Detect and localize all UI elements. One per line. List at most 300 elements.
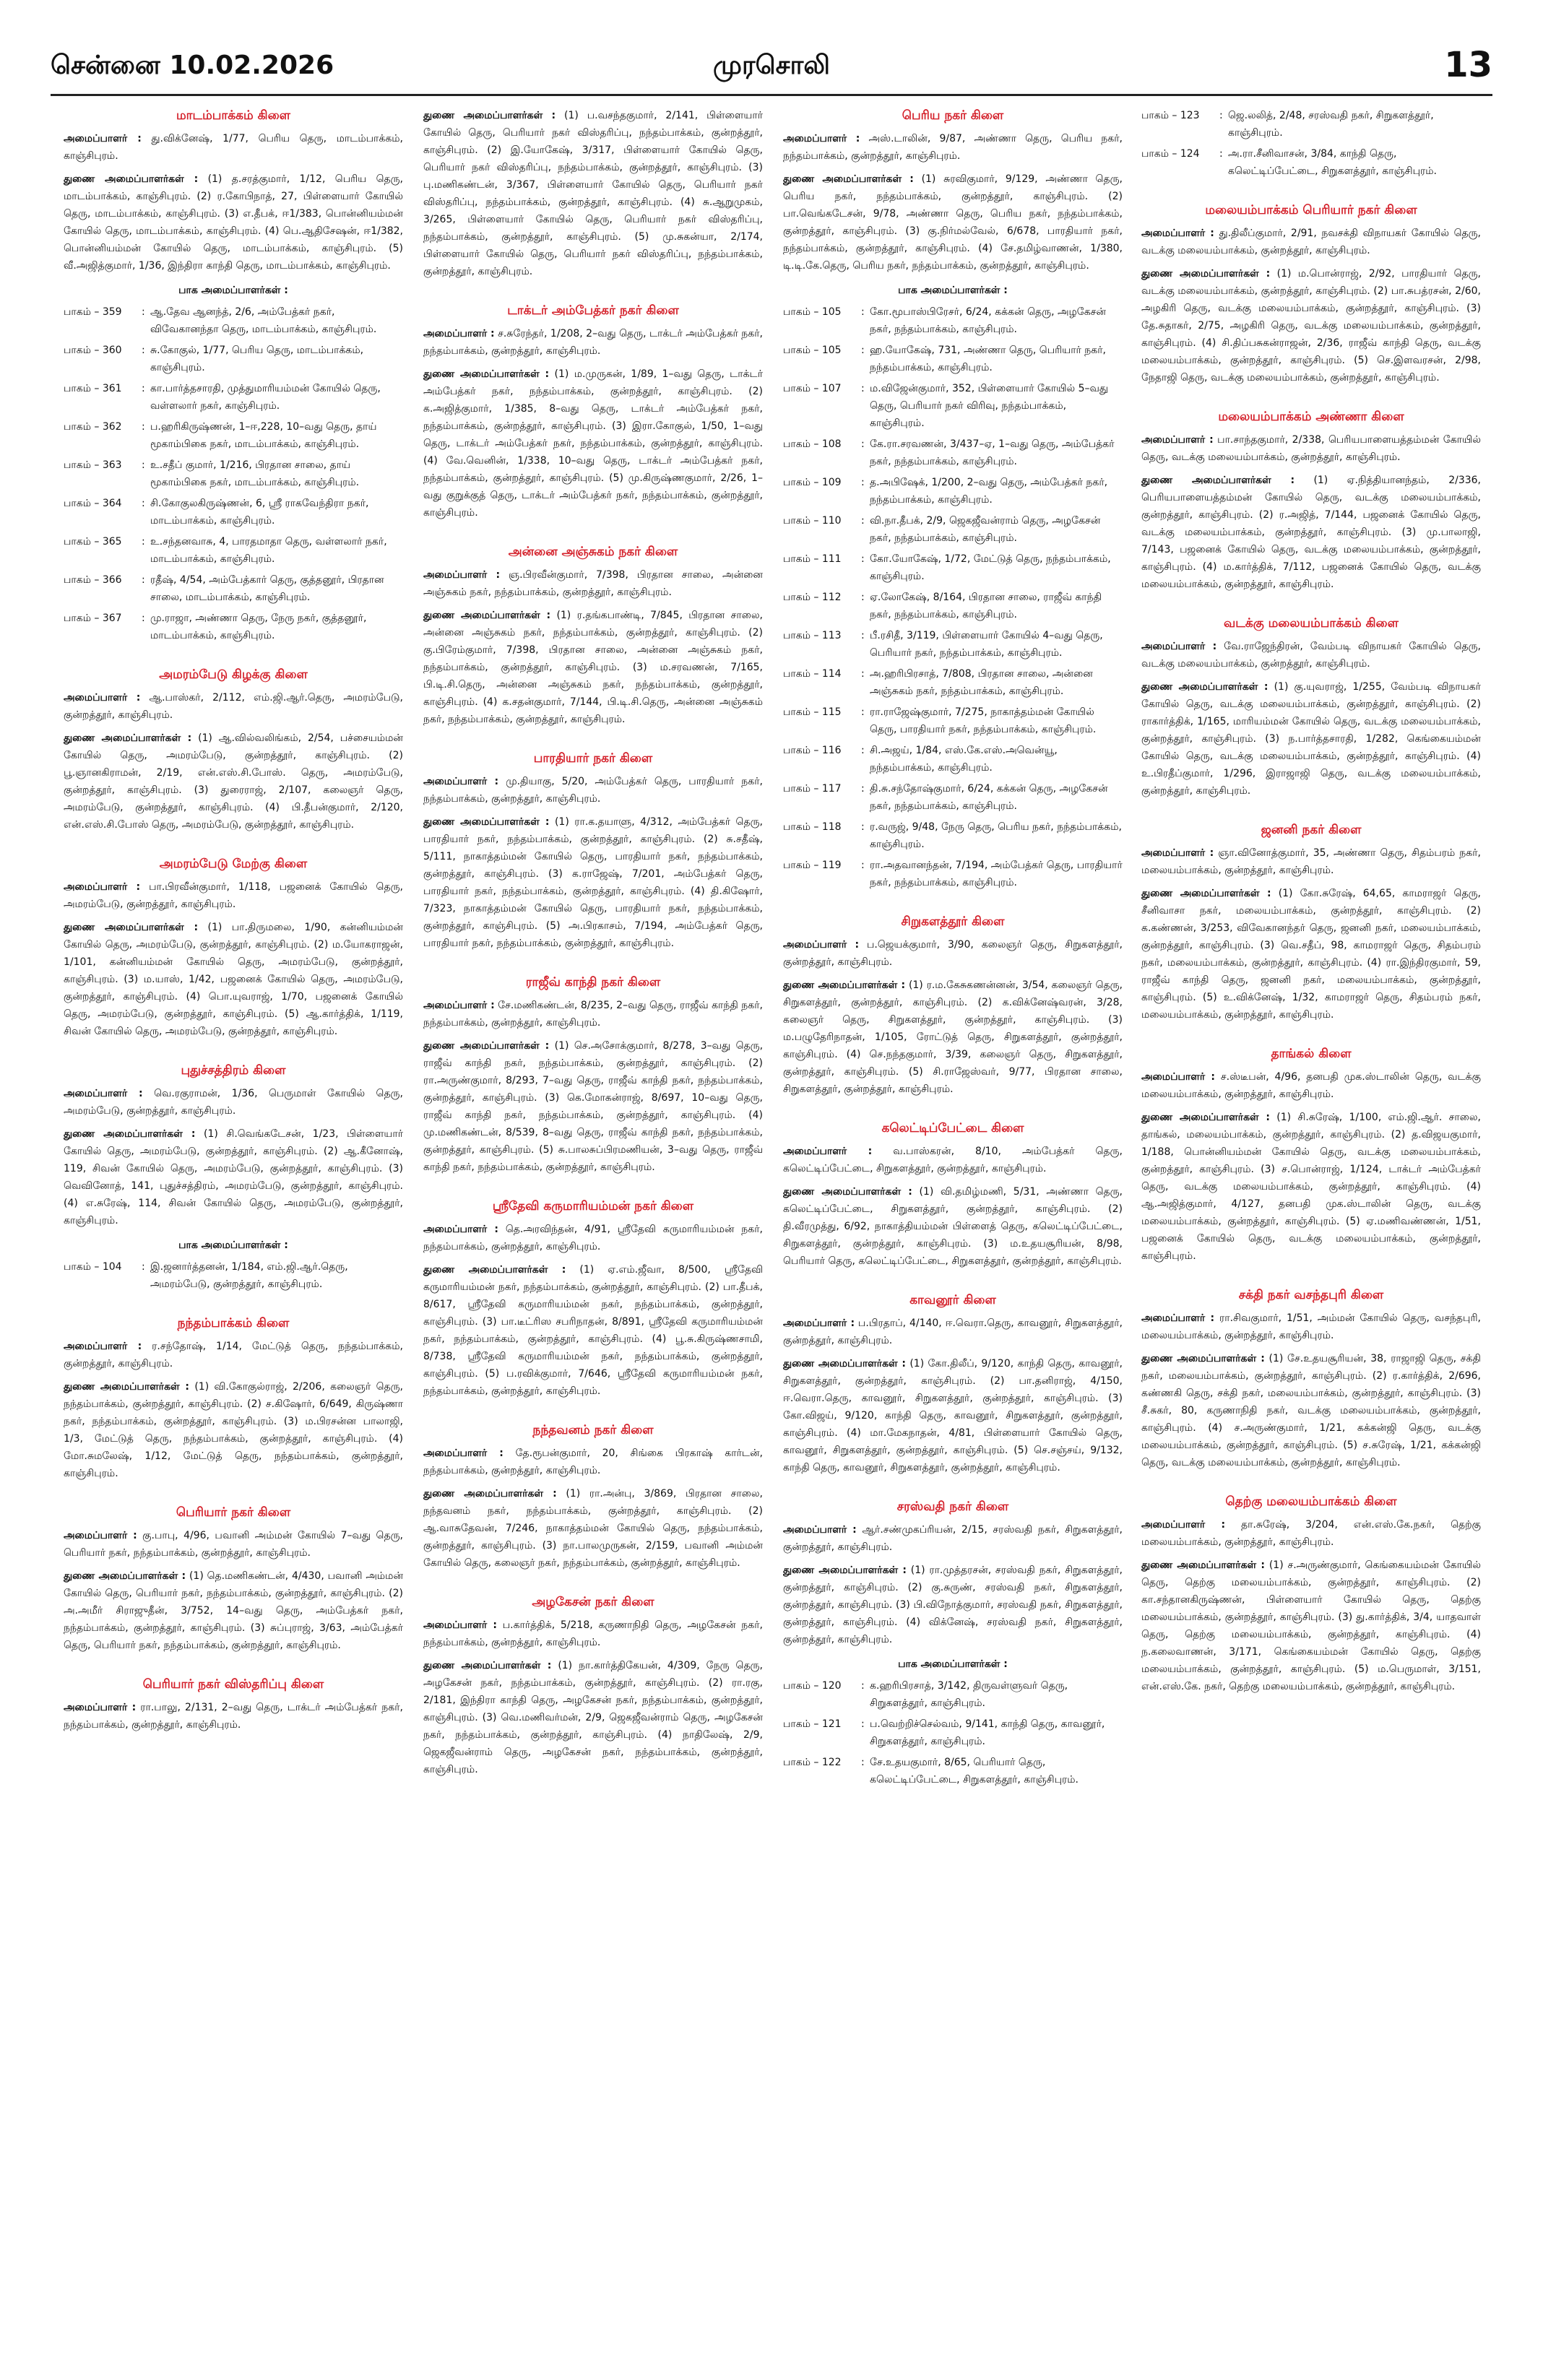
field-value: வ.பாஸ்கரன், 8/10, அம்பேத்கர் தெரு, கலெட்டிப்பேட்டை, சிறுகளத்தூர், குன்றத்தூர், காஞ்சிபுரம். [783,1146,1123,1174]
field-label: துணை அமைப்பாளர்கள் : [783,1186,912,1198]
bagam-member: கே.ரா.சரவணன், 3/437–ஏ, 1–வது தெரு, அம்பேத்கர் நகர், நந்தம்பாக்கம், காஞ்சிபுரம். [870,438,1115,467]
branch-section [1141,615,1481,800]
bagam-member: ஏ.லோகேஷ், 8/164, பிரதான சாலை, ராஜீவ் காந்தி நகர், நந்தம்பாக்கம், காஞ்சிபுரம். [870,592,1102,620]
organizer-paragraph [64,130,403,165]
branch-title: அமரம்பேடு மேற்கு கிளை [159,857,308,871]
field-label: அமைப்பாளர் : [1141,641,1217,652]
branch-title: அழகேசன் நகர் கிளை [532,1595,654,1609]
field-value: (1) ஏ.எம்.ஜீவா, 8/500, ஸ்ரீதேவி கருமாரியம்மன் நகர், நந்தம்பாக்கம், குன்றத்தூர், காஞ்சிபுரம். (2) பா.தீபக், 8/617, ஸ்ரீதேவி கருமாரியம்மன் நகர், நந்தம்பாக்கம், குன்றத்தூர், காஞ்சிபுரம். (3) பா.டீட்ரிஸ சபரிநாதன், 8/891, ஸ்ரீதேவி கருமாரியம்மன் நகர், நந்தம்பாக்கம், குன்றத்தூர், காஞ்சிபுரம். (4) பூ.சு.கிருஷ்ணசாமி, 8/738, ஸ்ரீதேவி கருமாரியம்மன் நகர், நந்தம்பாக்கம், குன்றத்தூர், காஞ்சிபுரம். (5) ப.ரவிக்குமார், 7/646, ஸ்ரீதேவி கருமாரியம்மன் நகர், நந்தம்பாக்கம், குன்றத்தூர், காஞ்சிபுரம். [423,1264,763,1397]
bagam-member: ரா.ராஜேஷ்குமார், 7/275, நாகாத்தம்மன் கோயில் தெரு, பாரதியார் நகர், நந்தம்பாக்கம், காஞ்சிபுரம். [870,706,1097,735]
bagam-row [64,495,403,529]
branch-section [64,107,403,644]
deputy-organizers-paragraph [64,730,403,834]
branch-title: தாங்கல் கிளை [1271,1047,1352,1061]
branch-title: கலெட்டிப்பேட்டை கிளை [881,1121,1024,1135]
bagam-row [783,665,1123,700]
bagam-member: ப.ஹரிகிருஷ்ணன், 1–ஈ,228, 10–வது தெரு, தாய் மூகாம்பிகை நகர், மாடம்பாக்கம், காஞ்சிபுரம். [150,421,377,450]
deputy-organizers-paragraph [1141,885,1481,1024]
organizer-paragraph [783,1315,1123,1349]
page-header [51,45,1492,88]
organizer-paragraph [423,1617,763,1651]
bagam-row [1141,145,1481,180]
bagam-member: ஹ.யோகேஷ், 731, அண்ணா தெரு, பெரியார் நகர், நந்தம்பாக்கம், காஞ்சிபுரம். [870,345,1106,373]
bagam-row [783,342,1123,376]
organizer-paragraph [64,878,403,913]
field-label: அமைப்பாளர் : [1141,1312,1215,1324]
field-label: அமைப்பாளர் : [783,133,860,144]
field-label: அமைப்பாளர் : [64,133,142,144]
organizer-paragraph [64,1085,403,1120]
field-value: (1) ஆ.வில்வலிங்கம், 2/54, பச்சையம்மன் கோயில் தெரு, அமரம்பேடு, குன்றத்தூர், காஞ்சிபுரம். (2) பூ.ஞானகிராமன், 2/19, என்.எஸ்.சி.போஸ். தெரு, அமரம்பேடு, குன்றத்தூர், காஞ்சிபுரம். (3) துரைராஜ், 2/107, கலைஞர் தெரு, அமரம்பேடு, குன்றத்தூர், காஞ்சிபுரம். (4) பி.தீபன்குமார், 2/120, என்.எஸ்.சி.போஸ் தெரு, அமரம்பேடு, குன்றத்தூர், காஞ்சிபுரம். [64,732,403,831]
field-label: துணை அமைப்பாளர்கள் : [783,1565,907,1576]
deputy-organizers-paragraph [423,1037,763,1176]
branch-title: மலையம்பாக்கம் அண்ணா கிளை [1218,410,1404,424]
bagam-number: பாகம் – 112 [783,592,842,603]
branch-title: பாரதியார் நகர் கிளை [533,751,653,766]
field-label: துணை அமைப்பாளர்கள் : [64,173,199,185]
bagam-row [783,1754,1123,1788]
field-value: (1) கோ.சுரேஷ், 64,65, காமராஜர் தெரு, சீனிவாசா நகர், மலையம்பாக்கம், குன்றத்தூர், காஞ்சிபுரம். (2) க.கண்ணன், 3/253, விவேகானந்தர் தெரு, ஜனனி நகர், மலையம்பாக்கம், குன்றத்தூர், காஞ்சிபுரம். (3) வெ.சதீப், 98, காமராஜர் தெரு, சிதம்பரம் நகர், மலையம்பாக்கம், குன்றத்தூர், காஞ்சிபுரம். (4) ரா.இந்திரகுமார், 59, ராஜீவ் காந்தி தெரு, ஜனனி நகர், மலையம்பாக்கம், குன்றத்தூர், காஞ்சிபுரம். (5) உ.விக்னேஷ், 1/32, காமராஜர் தெரு, சிதம்பரம் நகர், மலையம்பாக்கம், குன்றத்தூர், காஞ்சிபுரம். [1141,888,1481,1021]
field-label: துணை அமைப்பாளர்கள் : [423,816,550,828]
field-value: (1) நா.கார்த்திகேயன், 4/309, நேரு தெரு, அழகேசன் நகர், நந்தம்பாக்கம், குன்றத்தூர், காஞ்சிபுரம். (2) ரா.ரகு, 2/181, இந்திரா காந்தி தெரு, அழகேசன் நகர், நந்தம்பாக்கம், குன்றத்தூர், காஞ்சிபுரம். (3) வெ.மணிவர்மன், 2/9, ஜெகஜீவன்ராம் தெரு, அழகேசன் நகர், நந்தம்பாக்கம், குன்றத்தூர், காஞ்சிபுரம். (4) நாதிலேஷ், 2/9, ஜெகஜீவன்ராம் தெரு, அழகேசன் நகர், நந்தம்பாக்கம், குன்றத்தூர், காஞ்சிபுரம். [423,1660,763,1775]
branch-title: ராஜீவ் காந்தி நகர் கிளை [525,975,661,990]
bagam-number: பாகம் – 122 [783,1757,842,1768]
field-value: ரா.பாலு, 2/131, 2–வது தெரு, டாக்டர் அம்பேத்கர் நகர், நந்தம்பாக்கம், குன்றத்தூர், காஞ்சிபுரம். [64,1702,403,1731]
field-value: தா.சுரேஷ், 3/204, என்.எஸ்.கே.நகர், தெற்கு மலையம்பாக்கம், குன்றத்தூர், காஞ்சிபுரம். [1141,1519,1481,1548]
field-label: துணை அமைப்பாளர்கள் : [1141,681,1268,693]
field-label: துணை அமைப்பாளர்கள் : [1141,268,1271,280]
field-value: (1) செ.அசோக்குமார், 8/278, 3–வது தெரு, ராஜீவ் காந்தி நகர், நந்தம்பாக்கம், குன்றத்தூர், காஞ்சிபுரம். (2) ரா.அருண்குமார், 8/293, 7–வது தெரு, ராஜீவ் காந்தி நகர், நந்தம்பாக்கம், குன்றத்தூர், காஞ்சிபுரம். (3) கெ.மோகன்ராஜ், 8/697, 10–வது தெரு, ராஜீவ் காந்தி நகர், நந்தம்பாக்கம், குன்றத்தூர், காஞ்சிபுரம். (4) மு.மணிகண்டன், 8/539, 8–வது தெரு, ராஜீவ் காந்தி நகர், நந்தம்பாக்கம், குன்றத்தூர், காஞ்சிபுரம். (5) சு.பாலசுப்பிரமணியன், 3–வது தெரு, ராஜீவ் காந்தி நகர், நந்தம்பாக்கம், குன்றத்தூர், காஞ்சிபுரம். [423,1040,763,1173]
bagam-number: பாகம் – 118 [783,821,842,833]
field-value: (1) கு.யுவராஜ், 1/255, வேம்படி விநாயகர் கோயில் தெரு, வடக்கு மலையம்பாக்கம், குன்றத்தூர், காஞ்சிபுரம். (2) ராகார்த்திக், 1/165, மாரியம்மன் கோயில் தெரு, வடக்கு மலையம்பாக்கம், குன்றத்தூர், காஞ்சிபுரம். (3) ந.பார்த்தசாரதி, 1/282, கெங்கையம்மன் கோயில் தெரு, வடக்கு மலையம்பாக்கம், குன்றத்தூர், காஞ்சிபுரம். (4) உ.பிரதீப்குமார், 1/296, இராஜாஜி தெரு, வடக்கு மலையம்பாக்கம், குன்றத்தூர், காஞ்சிபுரம். [1141,681,1481,797]
field-label: துணை அமைப்பாளர்கள் : [423,110,556,121]
bagam-colon: : [861,592,865,603]
organizer-paragraph [423,566,763,601]
bagam-row [64,571,403,606]
bagam-member: ஜெ.லலித், 2/48, சரஸ்வதி நகர், சிறுகளத்தூர், காஞ்சிபுரம். [1228,110,1434,139]
bagam-number: பாகம் – 110 [783,515,842,527]
branch-section [783,1498,1123,1788]
field-value: வே.ராஜேந்திரன், வேம்படி விநாயகர் கோயில் தெரு, வடக்கு மலையம்பாக்கம், குன்றத்தூர், காஞ்சிபுரம். [1141,641,1481,670]
branch-section [1141,202,1481,386]
branch-section [1141,107,1481,180]
bagam-member: தி.சு.சந்தோஷ்குமார், 6/24, கக்கன் தெரு, அழகேசன் நகர், நந்தம்பாக்கம், காஞ்சிபுரம். [870,783,1108,812]
bagam-colon: : [142,536,145,548]
field-label: அமைப்பாளர் : [783,1524,857,1536]
field-label: துணை அமைப்பாளர்கள் : [1141,1353,1265,1364]
continued-paragraph [423,107,763,280]
bagam-colon: : [861,860,865,871]
field-value: (1) ஏ.நித்தியானந்தம், 2/336, பெரியபாளையத்தம்மன் கோயில் தெரு, வடக்கு மலையம்பாக்கம், குன்றத்தூர், காஞ்சிபுரம். (2) ர.அஜித், 7/144, பஜனைக் கோயில் தெரு, வடக்கு மலையம்பாக்கம், குன்றத்தூர், காஞ்சிபுரம். (3) மு.பாலாஜி, 7/143, பஜனைக் கோயில் தெரு, வடக்கு மலையம்பாக்கம், குன்றத்தூர், காஞ்சிபுரம். (4) ம.கார்த்திக், 7/112, பஜனைக் கோயில் தெரு, வடக்கு மலையம்பாக்கம், குன்றத்தூர், காஞ்சிபுரம். [1141,475,1481,590]
bagam-number: பாகம் – 124 [1141,148,1200,160]
bagam-row [1141,107,1481,142]
bagam-colon: : [861,553,865,565]
deputy-organizers-paragraph [64,1125,403,1229]
field-value: (1) வி.தமிழ்மணி, 5/31, அண்ணா தெரு, கலெட்டிப்பேட்டை, சிறுகளத்தூர், குன்றத்தூர், காஞ்சிபுரம். (2) தி.வீரமுத்து, 6/92, நாகாத்தியம்மன் பிள்ளைத் தெரு, கலெட்டிப்பேட்டை, சிறுகளத்தூர், குன்றத்தூர், காஞ்சிபுரம். (3) ம.உதயசூரியன், 8/98, பெரியார் தெரு, கலெட்டிப்பேட்டை, சிறுகளத்தூர், குன்றத்தூர், காஞ்சிபுரம். [783,1186,1123,1267]
bagam-row [783,1715,1123,1750]
bagam-number: பாகம் – 123 [1141,110,1200,121]
bagam-member: கா.பார்த்தசாரதி, முத்துமாரியம்மன் கோயில் தெரு, வள்ளலார் நகர், காஞ்சிபுரம். [150,383,381,412]
field-value: ஆர்.சண்முகப்ரியன், 2/15, சரஸ்வதி நகர், சிறுகளத்தூர், குன்றத்தூர், காஞ்சிபுரம். [783,1524,1123,1553]
bagam-row [783,550,1123,585]
bagam-member: சே.உதயகுமார், 8/65, பெரியார் தெரு, கலெட்டிப்பேட்டை, சிறுகளத்தூர், காஞ்சிபுரம். [870,1757,1079,1786]
organizer-paragraph [1141,638,1481,672]
deputy-organizers-paragraph [783,1183,1123,1270]
branch-section [783,913,1123,1098]
branch-section [783,107,1123,891]
branch-title: பெரியார் நகர் கிளை [176,1505,291,1520]
branch-section [64,1315,403,1482]
bagam-row [64,342,403,376]
bagam-row [783,589,1123,623]
field-label: துணை அமைப்பாளர்கள் : [423,1040,550,1052]
field-value: (1) ரா.க.தயாளு, 4/312, அம்பேத்கர் தெரு, பாரதியார் நகர், நந்தம்பாக்கம், குன்றத்தூர், காஞ்சிபுரம். (2) சு.சதீஷ், 5/111, நாகாத்தம்மன் கோயில் தெரு, பாரதியார் நகர், நந்தம்பாக்கம், குன்றத்தூர், காஞ்சிபுரம். (3) க.ராஜேஷ், 7/201, அம்பேத்கர் தெரு, பாரதியார் நகர், நந்தம்பாக்கம், குன்றத்தூர், காஞ்சிபுரம். (4) தி.கிஷோர், 7/323, நாகாத்தம்மன் கோயில் தெரு, பாரதியார் நகர், நந்தம்பாக்கம், குன்றத்தூர், காஞ்சிபுரம். (5) அ.பிரகாசம், 7/194, அம்பேத்கர் தெரு, பாரதியார் நகர், நந்தம்பாக்கம், குன்றத்தூர், காஞ்சிபுரம். [423,816,763,949]
branch-section [1141,1493,1481,1695]
bagam-number: பாகம் – 367 [64,613,122,624]
field-label: துணை அமைப்பாளர்கள் : [1141,888,1271,899]
bagam-member: கோ.யோகேஷ், 1/72, மேட்டுத் தெரு, நந்தம்பாக்கம், காஞ்சிபுரம். [870,553,1111,582]
bagam-member: கோ.மூபாஸ்பிரேசர், 6/24, கக்கன் தெரு, அழகேசன் நகர், நந்தம்பாக்கம், காஞ்சிபுரம். [870,306,1107,335]
bagam-row [783,512,1123,547]
bagam-number: பாகம் – 119 [783,860,842,871]
deputy-organizers-paragraph [423,1485,763,1572]
bagam-member: ப.வெற்றிச்செல்வம், 9/141, காந்தி தெரு, காவனூர், சிறுகளத்தூர், காஞ்சிபுரம். [870,1718,1105,1747]
column-3 [783,107,1123,2346]
field-value: பா.சாந்தகுமார், 2/338, பெரியபாளையத்தம்மன் கோயில் தெரு, வடக்கு மலையம்பாக்கம், குன்றத்தூர், காஞ்சிபுரம். [1141,434,1481,463]
bagam-member: சி.அஜய், 1/84, எஸ்.கே.எஸ்.அவென்யூ, நந்தம்பாக்கம், காஞ்சிபுரம். [870,745,1058,774]
bagam-member: பீ.ரசிதீ, 3/119, பிள்ளையார் கோயில் 4–வது தெரு, பெரியார் நகர், நந்தம்பாக்கம், காஞ்சிபுரம். [870,630,1103,659]
bagam-row [64,380,403,415]
deputy-organizers-paragraph [1141,265,1481,386]
field-label: துணை அமைப்பாளர்கள் : [64,922,199,933]
bagam-colon: : [142,498,145,509]
branch-section [423,1198,763,1400]
bagam-row [783,857,1123,891]
field-value: (1) தெ.மணிகண்டன், 4/430, பவானி அம்மன் கோயில் தெரு, பெரியார் நகர், நந்தம்பாக்கம், குன்றத்தூர், காஞ்சிபுரம். (2) அ.அமீர் சிராஜுதீன், 3/752, 14–வது தெரு, அம்பேத்கர் நகர், நந்தம்பாக்கம், குன்றத்தூர், காஞ்சிபுரம். (3) சுப்புராஜ், 3/63, அம்பேத்கர் தெரு, பெரியார் நகர், நந்தம்பாக்கம், குன்றத்தூர், காஞ்சிபுரம். [64,1570,403,1651]
field-value: தே.ரூபன்குமார், 20, சிங்கை பிரகாஷ் கார்டன், நந்தம்பாக்கம், குன்றத்தூர், காஞ்சிபுரம். [423,1448,763,1476]
bagam-row [783,627,1123,662]
field-value: (1) பா.திருமலை, 1/90, கன்னியம்மன் கோயில் தெரு, அமரம்பேடு, குன்றத்தூர், காஞ்சிபுரம். (2) ம.யோகராஜன், 1/101, கன்னியம்மன் கோயில் தெரு, அமரம்பேடு, குன்றத்தூர், காஞ்சிபுரம். (3) ம.யாஸ், 1/42, பஜனைக் கோயில் தெரு, அமரம்பேடு, குன்றத்தூர், காஞ்சிபுரம். (4) பொ.யுவராஜ், 1/70, பஜனைக் கோயில் தெரு, அமரம்பேடு, குன்றத்தூர், காஞ்சிபுரம். (5) ஆ.கார்த்திக், 1/119, சிவன் கோயில் தெரு, அமரம்பேடு, குன்றத்தூர், காஞ்சிபுரம். [64,922,403,1037]
deputy-organizers-paragraph [1141,472,1481,593]
field-label: துணை அமைப்பாளர்கள் : [64,732,192,744]
bagam-colon: : [142,459,145,471]
branch-title: ஸ்ரீதேவி கருமாரியம்மன் நகர் கிளை [492,1199,694,1213]
bagam-member: சு.கோகுல், 1/77, பெரிய தெரு, மாடம்பாக்கம், காஞ்சிபுரம். [150,345,364,373]
bagam-row [64,610,403,644]
field-value: (1) ச.அருண்குமார், கெங்கையம்மன் கோயில் தெரு, தெற்கு மலையம்பாக்கம், குன்றத்தூர், காஞ்சிபுரம். (2) கா.சந்தானகிருஷ்ணன், பிள்ளையார் கோயில் தெரு, தெற்கு மலையம்பாக்கம், குன்றத்தூர், காஞ்சிபுரம். (3) து.கார்த்திக், 3/4, யாதவாள் தெரு, தெற்கு மலையம்பாக்கம், குன்றத்தூர், காஞ்சிபுரம். (4) ந.கலைவாணன், 3/171, கெங்கையம்மன் கோயில் தெரு, தெற்கு மலையம்பாக்கம், குன்றத்தூர், காஞ்சிபுரம். (5) ம.பெருமாள், 3/151, என்.எஸ்.கே. நகர், தெற்கு மலையம்பாக்கம், குன்றத்தூர், காஞ்சிபுரம். [1141,1559,1481,1692]
deputy-organizers-paragraph [64,170,403,274]
bagam-row [783,380,1123,432]
organizer-paragraph [64,1699,403,1734]
field-value: வெ.ரகுராமன், 1/36, பெருமாள் கோயில் தெரு, அமரம்பேடு, குன்றத்தூர், காஞ்சிபுரம். [64,1088,403,1117]
bagam-row [783,1677,1123,1712]
field-value: (1) சி.சுரேஷ், 1/100, எம்.ஜி.ஆர். சாலை, தாங்கல், மலையம்பாக்கம், குன்றத்தூர், காஞ்சிபுரம். (2) த.விஜயகுமார், 1/188, பொன்னியம்மன் கோயில் தெரு, வடக்கு மலையம்பாக்கம், குன்றத்தூர், காஞ்சிபுரம். (3) ச.பொன்ராஜ், 1/124, டாக்டர் அம்பேத்கர் தெரு, வடக்கு மலையம்பாக்கம், குன்றத்தூர், காஞ்சிபுரம். (4) ஆ.அஜித்குமார், 4/127, தனபதி முக.ஸ்டாலின் தெரு, வடக்கு மலையம்பாக்கம், குன்றத்தூர், காஞ்சிபுரம். (5) ஏ.மணிவண்ணன், 1/51, பஜனைக் கோயில் தெரு, வடக்கு மலையம்பாக்கம், குன்றத்தூர், காஞ்சிபுரம். [1141,1112,1481,1262]
field-value: தெ.அரவிந்தன், 4/91, ஸ்ரீதேவி கருமாரியம்மன் நகர், நந்தம்பாக்கம், குன்றத்தூர், காஞ்சிபுரம். [423,1224,763,1252]
branch-section [423,1421,763,1572]
bagam-member: த.அபிஷேக், 1/200, 2–வது தெரு, அம்பேத்கர் நகர், நந்தம்பாக்கம், காஞ்சிபுரம். [870,477,1108,506]
field-label: அமைப்பாளர் : [64,1702,137,1713]
field-label: அமைப்பாளர் : [423,776,499,787]
column-4 [1141,107,1481,2346]
bagam-member: ரா.அதவானந்தன், 7/194, அம்பேத்கர் தெரு, பாரதியார் நகர், நந்தம்பாக்கம், காஞ்சிபுரம். [870,860,1123,888]
organizer-paragraph [1141,1068,1481,1103]
field-label: துணை அமைப்பாளர்கள் : [783,173,914,185]
branch-section [64,855,403,1040]
field-label: அமைப்பாளர் : [783,939,860,951]
branch-section [423,107,763,280]
bagam-number: பாகம் – 108 [783,438,842,450]
bagam-row [64,1258,403,1293]
bagam-number: பாகம் – 114 [783,668,842,680]
field-value: ப.ஜெயக்குமார், 3/90, கலைஞர் தெரு, சிறுகளத்தூர், குன்றத்தூர், காஞ்சிபுரம். [783,939,1123,968]
bagam-number: பாகம் – 115 [783,706,842,718]
field-label: துணை அமைப்பாளர்கள் : [423,610,551,621]
branch-section [423,1593,763,1778]
bagam-colon: : [861,745,865,756]
field-label: அமைப்பாளர் : [783,1146,873,1157]
bagam-member: வி.நா.தீபக், 2/9, ஜெகஜீவன்ராம் தெரு, அழகேசன் நகர், நந்தம்பாக்கம், காஞ்சிபுரம். [870,515,1101,544]
bagam-number: பாகம் – 105 [783,345,842,356]
organizer-paragraph [423,1221,763,1255]
branch-title: சரஸ்வதி நகர் கிளை [896,1500,1009,1514]
bagam-colon: : [861,668,865,680]
bagam-number: பாகம் – 104 [64,1261,122,1273]
field-label: துணை அமைப்பாளர்கள் : [423,368,550,380]
field-label: துணை அமைப்பாளர்கள் : [64,1570,186,1582]
field-value: (1) ர.தங்கபாண்டி, 7/845, பிரதான சாலை, அன்னை அஞ்சுகம் நகர், நந்தம்பாக்கம், குன்றத்தூர், காஞ்சிபுரம். (2) கு.பிரேம்குமார், 7/398, பிரதான சாலை, அன்னை அஞ்சுகம் நகர், நந்தம்பாக்கம், குன்றத்தூர், காஞ்சிபுரம். (3) ம.சரவணன், 7/165, பி.டி.சி.தெரு, அன்னை அஞ்சுகம் நகர், நந்தம்பாக்கம், குன்றத்தூர், காஞ்சிபுரம். (4) க.சதன்குமார், 7/144, பி.டி.சி.தெரு, அன்னை அஞ்சுகம் நகர், நந்தம்பாக்கம், குன்றத்தூர், காஞ்சிபுரம். [423,610,763,725]
field-value: ஞ.பிரவீன்குமார், 7/398, பிரதான சாலை, அன்னை அஞ்சுகம் நகர், நந்தம்பாக்கம், குன்றத்தூர், காஞ்சிபுரம். [423,569,763,598]
branch-section [64,1676,403,1734]
bagam-row [64,303,403,338]
field-label: அமைப்பாளர் : [423,1619,497,1631]
deputy-organizers-paragraph [1141,1109,1481,1265]
deputy-organizers-paragraph [783,170,1123,274]
bagam-colon: : [142,1261,145,1273]
organizer-paragraph [423,997,763,1031]
bagam-colon: : [142,574,145,586]
field-label: அமைப்பாளர் : [423,1448,503,1459]
bagam-number: பாகம் – 360 [64,345,122,356]
organizer-paragraph [783,1521,1123,1556]
bagam-member: உ.சதீப் குமார், 1/216, பிரதான சாலை, தாய் மூகாம்பிகை நகர், மாடம்பாக்கம், காஞ்சிபுரம். [150,459,360,488]
bagam-number: பாகம் – 363 [64,459,122,471]
branch-section [423,543,763,728]
deputy-organizers-paragraph [1141,1350,1481,1471]
bagam-member: சி.கோகுலகிருஷ்ணன், 6, ஸ்ரீ ராகவேந்திரா நகர், மாடம்பாக்கம், காஞ்சிபுரம். [150,498,369,527]
organizer-paragraph [423,773,763,808]
bagam-number: பாகம் – 120 [783,1680,842,1692]
bagam-number: பாகம் – 117 [783,783,842,795]
bagam-number: பாகம் – 365 [64,536,122,548]
bagam-member: ம.விஜேன்குமார், 352, பிள்ளையார் கோயில் 5–வது தெரு, பெரியார் நகர் விரிவு, நந்தம்பாக்கம், காஞ்சிபுரம். [870,383,1109,429]
organizer-paragraph [783,936,1123,971]
field-value: (1) சே.உதயசூரியன், 38, ராஜாஜி தெரு, சக்தி நகர், மலையம்பாக்கம், குன்றத்தூர், காஞ்சிபுரம். (2) ர.கார்த்திக், 2/696, கண்ணகி தெரு, சக்தி நகர், மலையம்பாக்கம், குன்றத்தூர், காஞ்சிபுரம். (3) சீ.சுகர், 80, கருணாநிதி நகர், வடக்கு மலையம்பாக்கம், குன்றத்தூர், காஞ்சிபுரம். (4) ச.அருண்குமார், 1/21, கக்கன்ஜி தெரு, வடக்கு மலையம்பாக்கம், குன்றத்தூர், காஞ்சிபுரம். (5) ச.சுரேஷ், 1/21, கக்கன்ஜி தெரு, வடக்கு மலையம்பாக்கம், குன்றத்தூர், காஞ்சிபுரம். [1141,1353,1481,1468]
branch-title: நந்தவனம் நகர் கிளை [532,1423,654,1437]
bagam-number: பாகம் – 109 [783,477,842,488]
branch-section [783,1120,1123,1270]
bagam-number: பாகம் – 362 [64,421,122,433]
bagam-member: ஆ.தேவ ஆனந்த், 2/6, அம்பேத்கர் நகர், விவேகானந்தா தெரு, மாடம்பாக்கம், காஞ்சிபுரம். [150,306,377,335]
field-label: துணை அமைப்பாளர்கள் : [783,1358,907,1369]
field-label: அமைப்பாளர் : [64,1341,142,1352]
bagam-member: அ.ரா.சீனிவாசன், 3/84, காந்தி தெரு, கலெட்டிப்பேட்டை, சிறுகளத்தூர், காஞ்சிபுரம். [1228,148,1437,177]
field-label: துணை அமைப்பாளர்கள் : [423,1264,566,1276]
bagam-colon: : [861,783,865,795]
organizer-paragraph [64,1527,403,1562]
bagam-row [783,780,1123,815]
organizer-paragraph [423,325,763,360]
bagam-member: க.ஹரிபிரசாத், 3/142, திருவள்ளுவர் தெரு, சிறுகளத்தூர், காஞ்சிபுரம். [870,1680,1068,1709]
branch-section [64,666,403,834]
branch-title: பெரிய நகர் கிளை [902,108,1004,123]
branch-title: தெற்கு மலையம்பாக்கம் கிளை [1225,1494,1397,1509]
bagam-row [783,742,1123,776]
branch-section [1141,1045,1481,1265]
organizer-paragraph [783,130,1123,165]
organizer-paragraph [1141,225,1481,259]
branch-title: சக்தி நகர் வசந்தபுரி கிளை [1238,1288,1384,1302]
branch-title: வடக்கு மலையம்பாக்கம் கிளை [1224,616,1399,631]
bagam-member: ரதீஷ், 4/54, அம்பேத்கார் தெரு, குத்தனூர், பிரதான சாலை, மாடம்பாக்கம், காஞ்சிபுரம். [150,574,384,603]
bagam-heading: பாக அமைப்பாளர்கள் : [898,285,1008,296]
field-label: அமைப்பாளர் : [423,1224,499,1235]
bagam-number: பாகம் – 121 [783,1718,842,1730]
bagam-colon: : [861,1718,865,1730]
field-value: (1) ரா.அன்பு, 3/869, பிரதான சாலை, நந்தவனம் நகர், நந்தம்பாக்கம், குன்றத்தூர், காஞ்சிபுரம். (2) ஆ.வாசுதேவன், 7/246, நாகாத்தம்மன் கோயில் தெரு, நந்தம்பாக்கம், குன்றத்தூர், காஞ்சிபுரம். (3) நா.பாலமுருகன், 2/159, பவானி அம்மன் கோயில் தெரு, கலைஞர் நகர், நந்தம்பாக்கம், குன்றத்தூர், காஞ்சிபுரம். [423,1488,763,1569]
branch-section [1141,1286,1481,1471]
branch-section [1141,821,1481,1024]
branch-title: மாடம்பாக்கம் கிளை [176,108,290,123]
field-label: அமைப்பாளர் : [783,1317,855,1329]
field-label: துணை அமைப்பாளர்கள் : [64,1381,190,1393]
bagam-colon: : [861,1680,865,1692]
organizer-paragraph [64,689,403,724]
bagam-row [64,533,403,568]
organizer-paragraph [1141,844,1481,879]
bagam-colon: : [861,630,865,641]
bagam-row [783,436,1123,470]
field-label: துணை அமைப்பாளர்கள் : [783,979,906,991]
field-value: ர.சந்தோஷ், 1/14, மேட்டுத் தெரு, நந்தம்பாக்கம், குன்றத்தூர், காஞ்சிபுரம். [64,1341,403,1369]
field-value: பா.பிரவீன்குமார், 1/118, பஜனைக் கோயில் தெரு, அமரம்பேடு, குன்றத்தூர், காஞ்சிபுரம். [64,881,403,910]
branch-section [1141,408,1481,593]
header-rule [51,94,1492,96]
edition-date: சென்னை 10.02.2026 [51,51,334,80]
field-value: (1) ரா.முத்தரசன், சரஸ்வதி நகர், சிறுகளத்தூர், குன்றத்தூர், காஞ்சிபுரம். (2) கு.சுருண், சரஸ்வதி நகர், சிறுகளத்தூர், குன்றத்தூர், காஞ்சிபுரம். (3) பி.விநோத்குமார், சரஸ்வதி நகர், சிறுகளத்தூர், குன்றத்தூர், காஞ்சிபுரம். (4) விக்னேஷ், சரஸ்வதி நகர், சிறுகளத்தூர், குன்றத்தூர், காஞ்சிபுரம். [783,1565,1123,1645]
field-value: (1) ர.ம.கேசுகணன்னன், 3/54, கலைஞர் தெரு, சிறுகளத்தூர், குன்றத்தூர், காஞ்சிபுரம். (2) க.விக்னேஷ்வரன், 3/28, கலைஞர் தெரு, சிறுகளத்தூர், குன்றத்தூர், காஞ்சிபுரம். (3) ம.பழுதேரிநாதன், 1/105, ரோட்டுத் தெரு, சிறுகளத்தூர், குன்றத்தூர், காஞ்சிபுரம். (4) செ.நந்தகுமார், 3/39, கலைஞர் தெரு, சிறுகளத்தூர், குன்றத்தூர், காஞ்சிபுரம். (5) சி.ராஜேஸ்வர், 9/77, பிரதான சாலை, சிறுகளத்தூர், குன்றத்தூர், காஞ்சிபுரம். [783,979,1123,1095]
deputy-organizers-paragraph [64,1567,403,1654]
bagam-member: உ.சந்தனவாசு, 4, பாரதமாதா தெரு, வள்ளலார் நகர், மாடம்பாக்கம், காஞ்சிபுரம். [150,536,387,565]
branch-title: காவனூர் கிளை [909,1293,996,1307]
field-value: ப.பிரதாப், 4/140, ஈ.வெரா.தெரு, காவனூர், சிறுகளத்தூர், குன்றத்தூர், காஞ்சிபுரம். [783,1317,1123,1346]
field-value: கு.பாபு, 4/96, பவானி அம்மன் கோயில் 7–வது தெரு, பெரியார் நகர், நந்தம்பாக்கம், குன்றத்தூர், காஞ்சிபுரம். [64,1530,403,1559]
organizer-paragraph [1141,1516,1481,1551]
branch-title: அன்னை அஞ்சுகம் நகர் கிளை [508,545,678,559]
field-label: துணை அமைப்பாளர்கள் : [1141,1112,1270,1123]
field-value: ச.ஸ்டீபன், 4/96, தனபதி முக.ஸ்டாலின் தெரு, வடக்கு மலையம்பாக்கம், குன்றத்தூர், காஞ்சிபுரம். [1141,1071,1481,1100]
bagam-row [783,704,1123,738]
bagam-number: பாகம் – 359 [64,306,122,318]
bagam-row [64,456,403,491]
bagam-row [783,818,1123,853]
bagam-number: பாகம் – 113 [783,630,842,641]
field-label: அமைப்பாளர் : [1141,434,1214,446]
bagam-member: அ.ஹரிபிரசாத், 7/808, பிரதான சாலை, அன்னை அஞ்சுகம் நகர், நந்தம்பாக்கம், காஞ்சிபுரம். [870,668,1093,697]
bagam-colon: : [861,477,865,488]
column-1 [64,107,403,2346]
bagam-colon: : [861,383,865,394]
field-value: (1) ப.வசந்தகுமார், 2/141, பிள்ளையார் கோயில் தெரு, பெரியார் நகர் விஸ்தரிப்பு, நந்தம்பாக்கம், குன்றத்தூர், காஞ்சிபுரம். (2) இ.யோகேஷ், 3/317, பிள்ளையார் கோயில் தெரு, பெரியார் நகர் விஸ்தரிப்பு, நந்தம்பாக்கம், குன்றத்தூர், காஞ்சிபுரம். (3) பு.மணிகண்டன், 3/367, பிள்ளையார் கோயில் தெரு, பெரியார் நகர் விஸ்தரிப்பு, நந்தம்பாக்கம், குன்றத்தூர், காஞ்சிபுரம். (4) சு.ஆறுமுகம், 3/265, பிள்ளையார் கோயில் தெரு, பெரியார் நகர் விஸ்தரிப்பு, நந்தம்பாக்கம், குன்றத்தூர், காஞ்சிபுரம். (5) மு.சுகன்யா, 2/174, பிள்ளையார் கோயில் தெரு, பெரியார் நகர் விஸ்தரிப்பு, நந்தம்பாக்கம், குன்றத்தூர், காஞ்சிபுரம். [423,110,763,277]
field-label: அமைப்பாளர் : [423,1000,495,1011]
bagam-colon: : [142,383,145,394]
branch-title: மலையம்பாக்கம் பெரியார் நகர் கிளை [1205,203,1417,217]
field-label: அமைப்பாளர் : [64,692,141,704]
branch-section [64,1504,403,1654]
organizer-paragraph [1141,431,1481,466]
organizer-paragraph [1141,1310,1481,1344]
field-value: சே.மணிகண்டன், 8/235, 2–வது தெரு, ராஜீவ் காந்தி நகர், நந்தம்பாக்கம், குன்றத்தூர், காஞ்சிபுரம். [423,1000,763,1029]
organizer-paragraph [783,1143,1123,1177]
bagam-colon: : [861,306,865,318]
field-value: து.திலீப்குமார், 2/91, நவசக்தி விநாயகர் கோயில் தெரு, வடக்கு மலையம்பாக்கம், குன்றத்தூர், காஞ்சிபுரம். [1141,228,1481,256]
deputy-organizers-paragraph [1141,1557,1481,1695]
field-value: து.விக்னேஷ், 1/77, பெரிய தெரு, மாடம்பாக்கம், காஞ்சிபுரம். [64,133,403,162]
deputy-organizers-paragraph [423,1657,763,1778]
bagam-number: பாகம் – 111 [783,553,842,565]
bagam-member: இ.ஜனார்த்தனன், 1/184, எம்.ஜி.ஆர்.தெரு, அமரம்பேடு, குன்றத்தூர், காஞ்சிபுரம். [150,1261,348,1290]
field-value: (1) சுரவிகுமார், 9/129, அண்ணா தெரு, பெரிய நகர், நந்தம்பாக்கம், குன்றத்தூர், காஞ்சிபுரம். (2) பா.வெங்கடேசன், 9/78, அண்ணா தெரு, பெரிய நகர், நந்தம்பாக்கம், குன்றத்தூர், காஞ்சிபுரம். (3) கு.நிர்மல்வேல், 6/678, பாரதியார் நகர், நந்தம்பாக்கம், குன்றத்தூர், காஞ்சிபுரம். (4) சே.தமிழ்வாணன், 1/380, டி.டி.கே.தெரு, பெரிய நகர், நந்தம்பாக்கம், குன்றத்தூர், காஞ்சிபுரம். [783,173,1123,272]
bagam-colon: : [861,706,865,718]
field-label: துணை அமைப்பாளர்கள் : [423,1660,552,1671]
field-label: அமைப்பாளர் : [64,881,141,893]
bagam-colon: : [861,821,865,833]
field-value: ச.சுரேந்தர், 1/208, 2–வது தெரு, டாக்டர் அம்பேத்கர் நகர், நந்தம்பாக்கம், குன்றத்தூர், காஞ்சிபுரம். [423,328,763,357]
bagam-member: மு.ராஜா, அண்ணா தெரு, நேரு நகர், குத்தனூர், மாடம்பாக்கம், காஞ்சிபுரம். [150,613,367,641]
field-label: அமைப்பாளர் : [1141,1071,1216,1083]
bagam-member: ர.வருஜ், 9/48, நேரு தெரு, பெரிய நகர், நந்தம்பாக்கம், காஞ்சிபுரம். [870,821,1122,850]
bagam-number: பாகம் – 116 [783,745,842,756]
page-number: 13 [1444,45,1492,85]
deputy-organizers-paragraph [423,813,763,952]
branch-section [783,1291,1123,1476]
bagam-colon: : [142,306,145,318]
bagam-heading: பாக அமைப்பாளர்கள் : [178,285,288,296]
bagam-colon: : [861,515,865,527]
field-label: துணை அமைப்பாளர்கள் : [64,1128,196,1140]
field-value: (1) த.சரத்குமார், 1/12, பெரிய தெரு, மாடம்பாக்கம், காஞ்சிபுரம். (2) ர.கோபிநாத், 27, பிள்ளையார் கோயில் தெரு, மாடம்பாக்கம், காஞ்சிபுரம். (3) எ.தீபக், ஈ1/383, பொன்னியம்மன் கோயில் தெரு, மாடம்பாக்கம், காஞ்சிபுரம். (4) பெ.ஆதிசேஷன், ஈ1/382, பொன்னியம்மன் கோயில் தெரு, மாடம்பாக்கம், காஞ்சிபுரம். (5) வீ.அஜித்குமார், 1/36, இந்திரா காந்தி தெரு, மாடம்பாக்கம், காஞ்சிபுரம். [64,173,403,272]
field-value: (1) சி.வெங்கடேசன், 1/23, பிள்ளையார் கோயில் தெரு, அமரம்பேடு, குன்றத்தூர், காஞ்சிபுரம். (2) ஆ.கீனோஷ், 119, சிவன் கோயில் தெரு, அமரம்பேடு, குன்றத்தூர், காஞ்சிபுரம். (3) வெவினோத், 141, புதுச்சத்திரம், அமரம்பேடு, குன்றத்தூர், காஞ்சிபுரம். (4) எ.சுரேஷ், 114, சிவன் கோயில் தெரு, அமரம்பேடு, குன்றத்தூர், காஞ்சிபுரம். [64,1128,403,1226]
deputy-organizers-paragraph [783,1562,1123,1648]
deputy-organizers-paragraph [1141,678,1481,800]
field-value: மு.தியாகு, 5/20, அம்பேத்கர் தெரு, பாரதியார் நகர், நந்தம்பாக்கம், குன்றத்தூர், காஞ்சிபுரம். [423,776,763,805]
branch-title: அமரம்பேடு கிழக்கு கிளை [159,667,308,682]
column-2 [423,107,763,2346]
branch-section [423,974,763,1176]
deputy-organizers-paragraph [423,365,763,522]
deputy-organizers-paragraph [783,977,1123,1098]
bagam-colon: : [142,421,145,433]
bagam-number: பாகம் – 105 [783,306,842,318]
field-label: அமைப்பாளர் : [423,328,495,339]
field-value: (1) கோ.திலீப், 9/120, காந்தி தெரு, காவனூர், சிறுகளத்தூர், குன்றத்தூர், காஞ்சிபுரம். (2) பா.தனிராஜ், 4/150, ஈ.வெரா.தெரு, காவனூர், சிறுகளத்தூர், குன்றத்தூர், காஞ்சிபுரம். (3) கோ.விஜய், 9/120, காந்தி தெரு, காவனூர், சிறுகளத்தூர், குன்றத்தூர், காஞ்சிபுரம். (4) மா.மேகநாதன், 4/81, பிள்ளையார் கோயில் தெரு, காவனூர், சிறுகளத்தூர், குன்றத்தூர், காஞ்சிபுரம். (5) செ.சஞ்சய், 9/132, காந்தி தெரு, காவனூர், சிறுகளத்தூர், குன்றத்தூர், காஞ்சிபுரம். [783,1358,1123,1474]
field-value: (1) வி.கோகுல்ராஜ், 2/206, கலைஞர் தெரு, நந்தம்பாக்கம், குன்றத்தூர், காஞ்சிபுரம். (2) ச.கிஷோர், 6/649, கிருஷ்ணா நகர், நந்தம்பாக்கம், குன்றத்தூர், காஞ்சிபுரம். (3) ம.பிரசன்ன பாலாஜி, 1/3, மேட்டுத் தெரு, நந்தம்பாக்கம், குன்றத்தூர், காஞ்சிபுரம். (4) மோ.சுமலேஷ், 1/12, மேட்டுத் தெரு, நந்தம்பாக்கம், குன்றத்தூர், காஞ்சிபுரம். [64,1381,403,1479]
bagam-colon: : [142,613,145,624]
deputy-organizers-paragraph [423,1261,763,1400]
branch-title: டாக்டர் அம்பேத்கர் நகர் கிளை [507,303,679,318]
bagam-colon: : [142,345,145,356]
deputy-organizers-paragraph [64,1378,403,1482]
field-value: ஞா.வினோத்குமார், 35, அண்ணா தெரு, சிதம்பரம் நகர், மலையம்பாக்கம், குன்றத்தூர், காஞ்சிபுரம். [1141,847,1481,876]
